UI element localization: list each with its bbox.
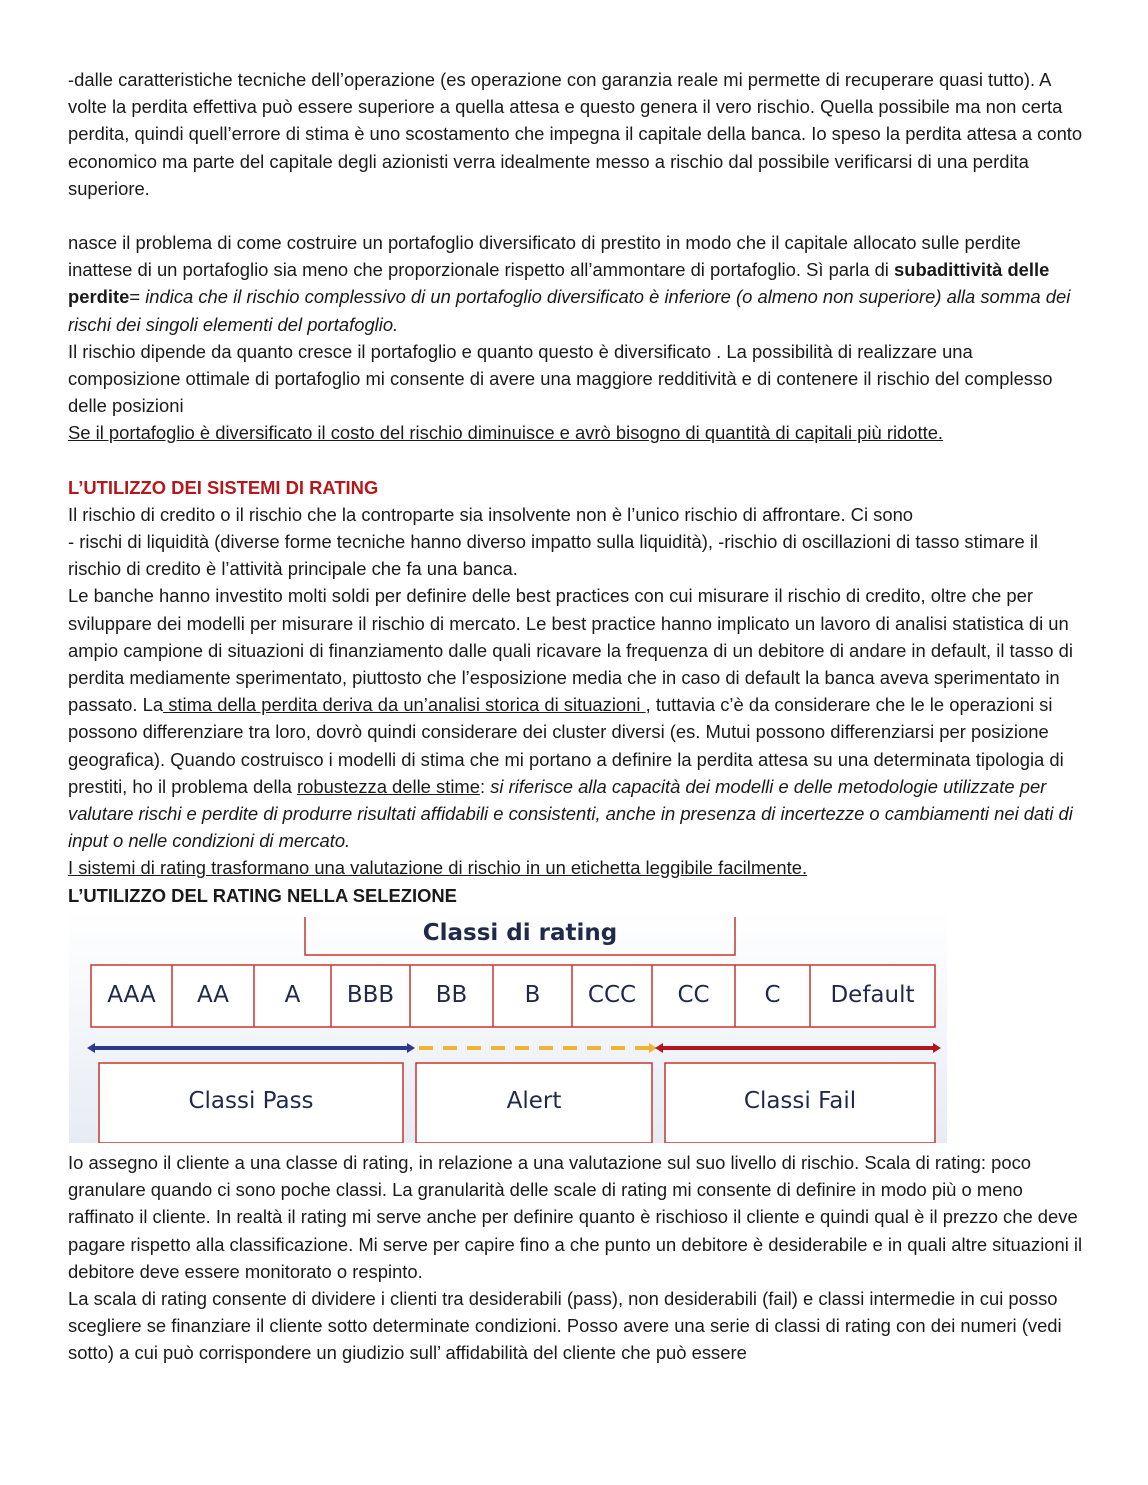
definition-subadditivita: indica che il rischio complessivo di un portafoglio diversificato è inferiore (o almeno non superiore) alla somma dei rischi dei singoli elementi del portafoglio. xyxy=(68,286,1071,335)
class-label: AAA xyxy=(107,981,156,1008)
definition-robustezza: si riferisce alla capacità dei modelli e delle metodologie utilizzate per valutare rischi e perdite di produrre risultati affidabili e consistenti, anche in presenza di incertezze o cambiamenti nei dati di input o nelle condizioni di mercato. xyxy=(68,775,1073,852)
paragraph-sistemi-rating-etichetta: I sistemi di rating trasformano una valutazione di rischio in un etichetta leggibile facilmente. xyxy=(68,857,808,879)
underline-robustezza: robustezza delle stime xyxy=(296,775,480,797)
figure-title: Classi di rating xyxy=(422,919,618,946)
paragraph-garanzia: -dalle caratteristiche tecniche dell’operazione (es operazione con garanzia reale mi permette di recuperare quasi tutto). A volte la perdita effettiva può essere superiore a quella attesa e questo genera il vero rischio. Quella possibile ma non certa perdita, quindi quell’errore di stima è uno scostamento che impegna il capitale della banca. Io speso la perdita attesa a conto economico ma parte del capitale degli azionisti verra idealmente messo a rischio dal possibile verificarsi di una perdita superiore. xyxy=(68,69,1083,199)
rating-classes-figure xyxy=(69,911,947,1143)
term-subadditivita: subadittività delle perdite xyxy=(68,259,1050,308)
class-label: AA xyxy=(196,981,230,1008)
paragraph-classe-rating: Io assegno il cliente a una classe di rating, in relazione a una valutazione sul suo livello di rischio. Scala di rating: poco granulare quando ci sono poche classi. La granularità delle scale di rating mi consente di definire in modo più o meno raffinato il cliente. In realtà il rating mi serve anche per definire quanto è rischioso il cliente e quindi qual è il prezzo che deve pagare rispetto alla classificazione. Mi serve per capire fino a che punto un debitore è desiderabile e in quali altre situazioni il debitore deve essere monitorato o respinto. xyxy=(68,1151,1083,1282)
paragraph-rischi-liquidita: - rischi di liquidità (diverse forme tecniche hanno diverso impatto sulla liquidità), -rischio di oscillazioni di tasso stimare il rischio di credito è l’attività principale che fa una banca. xyxy=(68,531,1038,580)
paragraph-costo-rischio: Se il portafoglio è diversificato il costo del rischio diminuisce e avrò bisogno di quantità di capitali più ridotte. xyxy=(68,422,944,444)
group-label-pass: Classi Pass xyxy=(188,1087,314,1114)
document-page xyxy=(68,66,1088,1367)
paragraph-scala-rating: La scala di rating consente di dividere i clienti tra desiderabili (pass), non desiderabili (fail) e classi intermedie in cui posso scegliere se finanziare il cliente sotto determinate condizioni. Posso avere una serie di classi di rating con dei numeri (vedi sotto) a cui può corrispondere un giudizio sull’ affidabilità del cliente che può essere xyxy=(68,1287,1062,1364)
paragraph-best-practices: Le banche hanno investito molti soldi per definire delle best practices con cui misurare il rischio di credito, oltre che per sviluppare dei modelli per misurare il rischio di mercato. Le best practice hanno implicato un lavoro di analisi statistica di un ampio campione di situazioni di finanziamento dalle quali ricavare la frequenza di un debitore di andare in default, il tasso di perdita mediamente sperimentato, piuttosto che l’esposizione media che in caso di default la banca aveva sperimentato in passato. La stima della perdita deriva da un’analisi storica di situazioni , tuttavia c’è da considerare che le le operazioni si possono differenziare tra loro, dovrò quindi considerare dei cluster diversi (es. Mutui possono differenziarsi per posizione geografica). Quando costruisco i modelli di stima che mi portano a definire la perdita attesa su una determinata tipologia di prestiti, ho il problema della robustezza delle stime: si riferisce alla capacità dei modelli e delle metodologie utilizzate per valutare rischi e perdite di produrre risultati affidabili e consistenti, anche in presenza di incertezze o cambiamenti nei dati di input o nelle condizioni di mercato. xyxy=(68,585,1073,852)
paragraph-rischio-credito: Il rischio di credito o il rischio che la controparte sia insolvente non è l’unico rischio di affrontare. Ci sono xyxy=(68,503,914,525)
class-label: BBB xyxy=(346,981,395,1008)
group-label-alert: Alert xyxy=(506,1087,562,1114)
class-label: BB xyxy=(435,981,468,1008)
paragraph-subadditivita: nasce il problema di come costruire un portafoglio diversificato di prestito in modo che il capitale allocato sulle perdite inattese di un portafoglio sia meno che proporzionale rispetto all’ammontare di portafoglio. Sì parla di subadittività delle perdite= indica che il rischio complessivo di un portafoglio diversificato è inferiore (o almeno non superiore) alla somma dei rischi dei singoli elementi del portafoglio. xyxy=(68,232,1071,335)
underline-stima-perdita: stima della perdita deriva da un’analisi storica di situazioni xyxy=(163,694,646,716)
class-label: A xyxy=(284,981,301,1008)
class-label: CC xyxy=(677,981,710,1008)
group-label-fail: Classi Fail xyxy=(743,1087,857,1114)
class-label: C xyxy=(764,981,781,1008)
paragraph-diversificazione: Il rischio dipende da quanto cresce il portafoglio e quanto questo è diversificato . La possibilità di realizzare una composizione ottimale di portafoglio mi consente di avere una maggiore redditività e di contenere il rischio del complesso delle posizioni xyxy=(68,340,1053,417)
heading-rating-selezione: L’UTILIZZO DEL RATING NELLA SELEZIONE xyxy=(68,884,457,906)
class-label: CCC xyxy=(587,981,637,1008)
class-label: B xyxy=(524,981,541,1008)
heading-sistemi-rating: L’UTILIZZO DEI SISTEMI DI RATING xyxy=(68,476,379,498)
class-label: Default xyxy=(830,981,915,1008)
